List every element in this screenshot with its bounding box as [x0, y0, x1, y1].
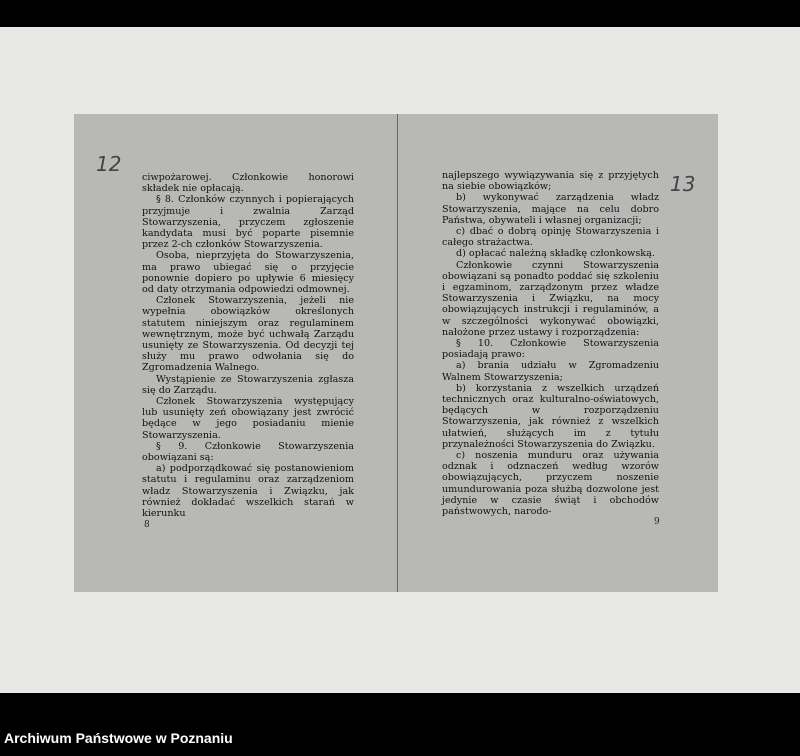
paragraph: § 9. Członkowie Stowarzyszenia obowiązani są: — [142, 440, 354, 464]
handwritten-page-number: 13 — [670, 172, 696, 196]
paragraph: Członek Stowarzyszenia występujący lub usunięty zeń obowiązany jest zwrócić będące w jego posiadaniu mienie Stowarzyszenia. — [142, 396, 354, 441]
paragraph: b) korzystania z wszelkich urządzeń technicznych oraz kulturalno-oświatowych, będących w rozporządzeniu Stowarzyszenia, jak również z wszelkich ułatwień, służących im z tytułu przynależności Stowarzyszenia do Związku. — [442, 382, 659, 450]
right-page-text — [442, 170, 659, 517]
paragraph: najlepszego wywiązywania się z przyjętych na siebie obowiązków; — [442, 170, 659, 193]
paragraph: d) opłacać należną składkę członkowską. — [456, 248, 655, 260]
paragraph: b) wykonywać zarządzenia władz Stowarzyszenia, mające na celu dobro Państwa, obywateli i własnej organizacji; — [442, 192, 659, 226]
paragraph: § 8. Członków czynnych i popierających przyjmuje i zwalnia Zarząd Stowarzyszenia, przyczem zgłoszenie kandydata musi być poparte pisemnie przez 2-ch członków Stowarzyszenia. — [142, 194, 354, 251]
page-number: 9 — [654, 517, 660, 527]
paragraph: c) dbać o dobrą opinję Stowarzyszenia i całego strażactwa. — [442, 226, 659, 249]
left-page-text — [142, 172, 354, 519]
paragraph: Członek Stowarzyszenia, jeżeli nie wypełnia obowiązków określonych statutem niniejszym oraz regulaminem wewnętrznym, może być uchwałą Zarządu usunięty ze Stowarzyszenia. Od decyzji tej służy mu prawo odwołania się do Zgromadzenia Walnego. — [142, 295, 354, 374]
paragraph: Członkowie czynni Stowarzyszenia obowiązani są ponadto poddać się szkoleniu i egzaminom, zarządzonym przez władze Stowarzyszenia i Związku, na mocy obowiązujących instrukcji i regulaminów, a w szczególności wykonywać obowiązki, nałożone przez ustawy i rozporządzenia: — [442, 259, 659, 338]
handwritten-page-number: 12 — [96, 152, 122, 176]
right-page — [398, 114, 718, 592]
paragraph: § 10. Członkowie Stowarzyszenia posiadają prawo: — [442, 338, 659, 361]
left-page — [74, 114, 398, 592]
paragraph: a) podporządkować się postanowieniom statutu i regulaminu oraz zarządzeniom władz Stowarzyszenia i Związku, jak również dokładać wszelkich starań w kierunku — [142, 463, 354, 520]
paragraph: Osoba, nieprzyjęta do Stowarzyszenia, ma prawo ubiegać się o przyjęcie ponownie dopiero po upływie 6 miesięcy od daty otrzymania odpowiedzi odmownej. — [142, 250, 354, 296]
paragraph: c) noszenia munduru oraz używania odznak i odznaczeń według wzorów obowiązujących, przyczem noszenie umundurowania poza służbą dozwolone jest jedynie w czasie świąt i obchodów państwowych, narodo- — [442, 450, 659, 518]
archive-caption: Archiwum Państwowe w Poznaniu — [4, 730, 233, 746]
open-book — [74, 114, 718, 592]
page-number: 8 — [144, 520, 150, 530]
paragraph: Wystąpienie ze Stowarzyszenia zgłasza się do Zarządu. — [142, 373, 354, 396]
paragraph: a) brania udziału w Zgromadzeniu Walnem Stowarzyszenia; — [442, 360, 659, 383]
paragraph: ciwpożarowej. Członkowie honorowi składek nie opłacają. — [142, 172, 354, 195]
